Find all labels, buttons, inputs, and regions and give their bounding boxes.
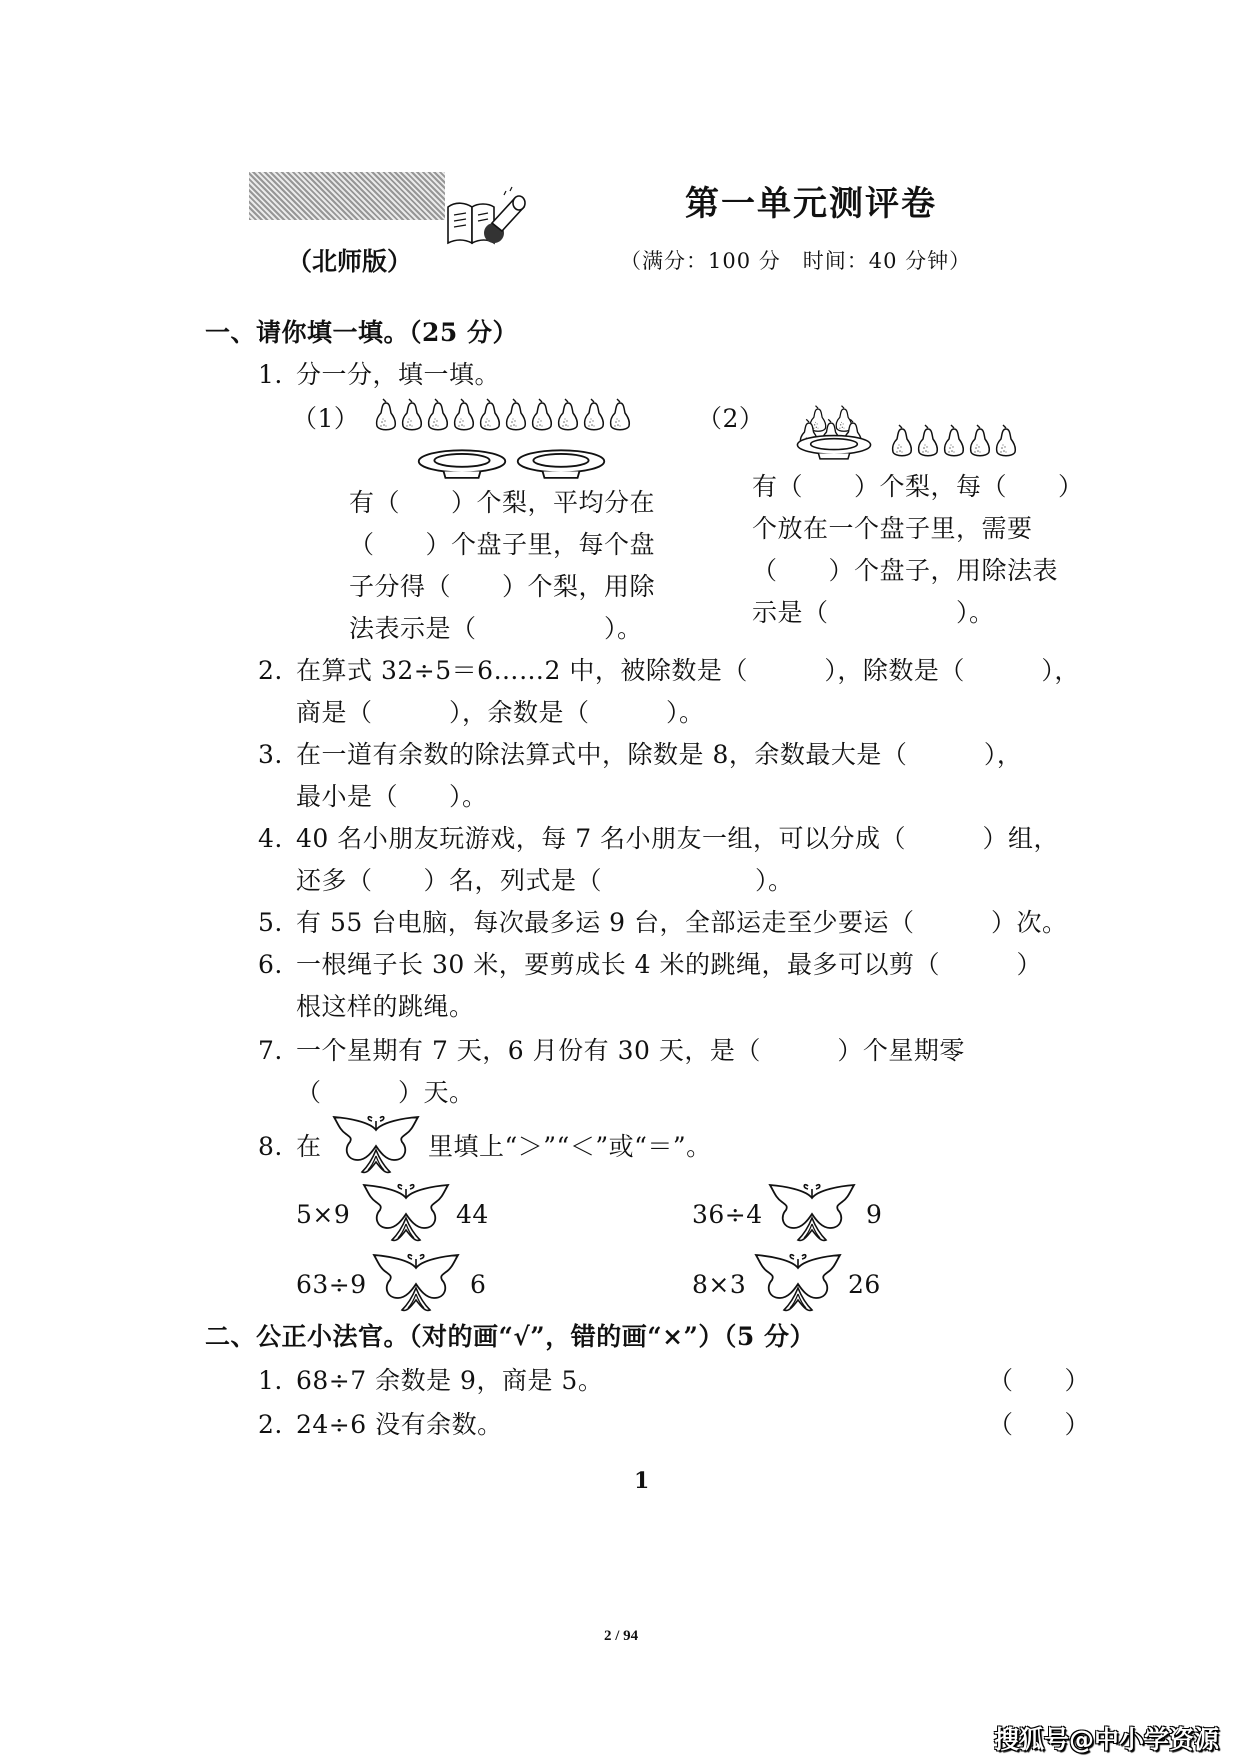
pear-icon (890, 424, 914, 458)
watermark: 搜狐号@中小学资源 (994, 1725, 1220, 1754)
s2-item-1-text: 68÷7 余数是 9，商是 5。 (296, 1366, 604, 1395)
q1-text: 分一分，填一填。 (296, 360, 501, 389)
pear-icon (608, 398, 632, 432)
q1-part2-line-3: （ ）个盘子，用除法表 (752, 556, 1059, 585)
q1-part1-line-3: 子分得（ ）个梨，用除 (349, 572, 656, 601)
q8-item-4-left: 8×3 (692, 1270, 747, 1299)
q3-line-2: 最小是（ ）。 (296, 782, 488, 811)
plate-icon (515, 448, 607, 482)
q8-item-3-left: 63÷9 (296, 1270, 367, 1299)
publisher-stamp (249, 172, 445, 220)
page-number: 1 (634, 1468, 650, 1494)
q7-line-2: （ ）天。 (296, 1078, 475, 1107)
s2-item-1-answer-box[interactable]: （ ） (988, 1366, 1091, 1395)
plate-icon (416, 448, 508, 482)
pear-icon (916, 424, 940, 458)
q1-part2-line-2: 个放在一个盘子里，需要 (752, 514, 1033, 543)
q1-part2-line-4: 示是（ ）。 (752, 598, 995, 627)
butterfly-answer-box[interactable] (370, 1250, 462, 1316)
page-title: 第一单元测评卷 (685, 184, 937, 224)
q6-line-1: 一根绳子长 30 米，要剪成长 4 米的跳绳，最多可以剪（ ） (296, 950, 1043, 979)
q6-line-2: 根这样的跳绳。 (296, 992, 475, 1021)
s2-item-2-number: 2. (258, 1410, 283, 1439)
section-1-heading: 一、请你填一填。（25 分） (205, 318, 518, 347)
butterfly-answer-box[interactable] (360, 1180, 452, 1246)
pear-icon (478, 398, 502, 432)
pear-icon (942, 424, 966, 458)
pear-row-5 (890, 424, 1020, 458)
pear-icon (504, 398, 528, 432)
q7-number: 7. (258, 1036, 283, 1065)
butterfly-answer-box[interactable] (766, 1180, 858, 1246)
butterfly-answer-box[interactable] (752, 1250, 844, 1316)
q8-item-3-right: 6 (470, 1270, 487, 1299)
q8-item-1-right: 44 (456, 1200, 489, 1229)
pear-icon (968, 424, 992, 458)
q2-number: 2. (258, 656, 283, 685)
s2-item-2-text: 24÷6 没有余数。 (296, 1410, 503, 1439)
pear-icon (530, 398, 554, 432)
q8-suffix: 里填上“＞”“＜”或“＝”。 (428, 1132, 712, 1161)
section-2-heading: 二、公正小法官。（对的画“√”，错的画“×”）（5 分） (205, 1322, 815, 1351)
pear-icon (994, 424, 1018, 458)
q1-number: 1. (258, 360, 283, 389)
edition-label: （北师版） (287, 247, 413, 276)
plate-with-pears-icon (788, 404, 880, 460)
q8-prefix: 在 (296, 1132, 322, 1161)
page-count: 2 / 94 (604, 1628, 639, 1644)
pear-icon (426, 398, 450, 432)
q4-line-2: 还多（ ）名，列式是（ ）。 (296, 866, 794, 895)
butterfly-icon (330, 1112, 422, 1178)
q2-line-1: 在算式 32÷5＝6……2 中，被除数是（ ），除数是（ ）， (296, 656, 1080, 685)
q8-item-1-left: 5×9 (296, 1200, 351, 1229)
q5-line-1: 有 55 台电脑，每次最多运 9 台，全部运走至少要运（ ）次。 (296, 908, 1068, 937)
q1-part1-label: （1） (292, 404, 360, 433)
pear-icon (400, 398, 424, 432)
q8-item-2-right: 9 (866, 1200, 883, 1229)
pear-row-10 (374, 398, 634, 432)
q1-part1-line-2: （ ）个盘子里，每个盘 (349, 530, 656, 559)
q4-line-1: 40 名小朋友玩游戏，每 7 名小朋友一组，可以分成（ ）组， (296, 824, 1060, 853)
q1-part1-line-4: 法表示是（ ）。 (349, 614, 643, 643)
pear-icon (556, 398, 580, 432)
q1-part2-line-1: 有（ ）个梨，每（ ） (752, 472, 1084, 501)
q8-item-2-left: 36÷4 (692, 1200, 763, 1229)
q7-line-1: 一个星期有 7 天，6 月份有 30 天，是（ ）个星期零 (296, 1036, 965, 1065)
q2-line-2: 商是（ ），余数是（ ）。 (296, 698, 705, 727)
pear-icon (374, 398, 398, 432)
pear-icon (582, 398, 606, 432)
q6-number: 6. (258, 950, 283, 979)
s2-item-1-number: 1. (258, 1366, 283, 1395)
q3-line-1: 在一道有余数的除法算式中，除数是 8，余数最大是（ ）， (296, 740, 1023, 769)
pear-icon (452, 398, 476, 432)
q5-number: 5. (258, 908, 283, 937)
s2-item-2-answer-box[interactable]: （ ） (988, 1410, 1091, 1439)
q4-number: 4. (258, 824, 283, 853)
q8-number: 8. (258, 1132, 283, 1161)
q3-number: 3. (258, 740, 283, 769)
exam-meta: （满分：100 分 时间：40 分钟） (620, 249, 972, 273)
q8-item-4-right: 26 (848, 1270, 881, 1299)
q1-part1-line-1: 有（ ）个梨，平均分在 (349, 488, 656, 517)
book-telescope-icon (442, 185, 534, 249)
q1-part2-label: （2） (697, 404, 765, 433)
